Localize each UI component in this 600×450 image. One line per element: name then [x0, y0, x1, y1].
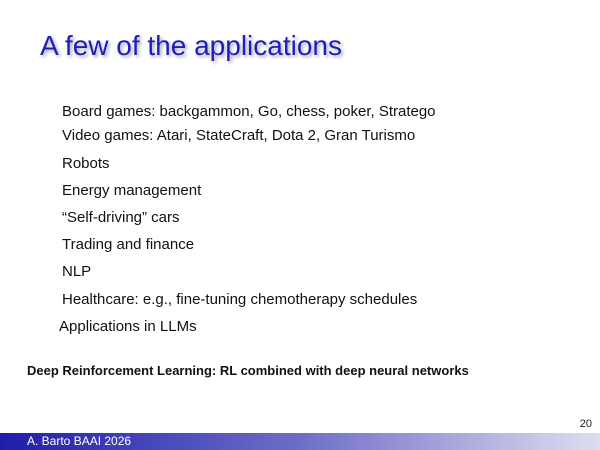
footer-text: A. Barto BAAI 2026: [27, 434, 132, 448]
application-item-healthcare: Healthcare: e.g., fine-tuning chemotherapy schedules: [62, 291, 418, 308]
application-item-nlp: NLP: [62, 263, 92, 280]
footer-bar: [0, 433, 600, 450]
application-item-trading: Trading and finance: [62, 236, 195, 253]
page-number: 20: [579, 418, 592, 430]
application-item-board-games: Board games: backgammon, Go, chess, poker, Stratego: [62, 103, 436, 120]
deep-rl-note: Deep Reinforcement Learning: RL combined with deep neural networks: [27, 363, 469, 378]
application-item-self-driving: “Self-driving” cars: [62, 209, 180, 226]
application-item-robots: Robots: [62, 155, 110, 172]
application-item-video-games: Video games: Atari, StateCraft, Dota 2, Gran Turismo: [62, 127, 416, 144]
application-item-energy: Energy management: [62, 182, 202, 199]
slide-title: A few of the applications: [40, 30, 342, 61]
application-item-llms: Applications in LLMs: [59, 318, 197, 335]
